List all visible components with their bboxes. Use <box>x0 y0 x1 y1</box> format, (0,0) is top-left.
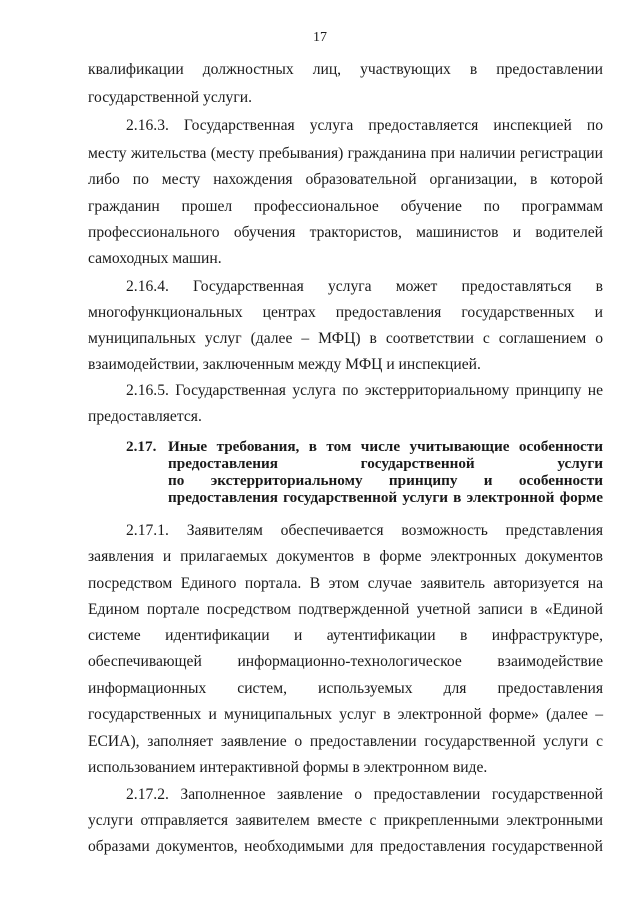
heading-line: предоставления государственной услуги в электронной форме <box>168 489 603 506</box>
text-line: обеспечивающей информационно-технологическое взаимодействие <box>88 653 603 670</box>
heading-line: Иные требования, в том числе учитывающие особенности <box>168 438 603 455</box>
text-line: многофункциональных центрах предоставления государственных и <box>88 304 603 321</box>
text-line: 2.17.2. Заполненное заявление о предоставлении государственной <box>126 786 603 803</box>
page-number: 17 <box>313 30 327 45</box>
text-line: посредством Единого портала. В этом случае заявитель авторизуется на <box>88 575 603 592</box>
text-line: гражданин прошел профессиональное обучение по программам <box>88 198 603 215</box>
text-line: Едином портале посредством подтвержденной учетной записи в «Единой <box>88 601 603 618</box>
text-line: образами документов, необходимыми для предоставления государственной <box>88 838 603 855</box>
heading-number: 2.17. <box>126 438 157 455</box>
text-line: услуги отправляется заявителем вместе с прикрепленными электронными <box>88 812 603 829</box>
text-line: заявления и прилагаемых документов в форме электронных документов <box>88 548 603 565</box>
text-line: использованием интерактивной формы в электронном виде. <box>88 759 488 776</box>
text-line: 2.16.3. Государственная услуга предоставляется инспекцией по <box>126 117 603 134</box>
text-line: предоставляется. <box>88 408 202 425</box>
text-line: ЕСИА), заполняет заявление о предоставлении государственной услуги с <box>88 733 603 750</box>
text-line: информационных систем, используемых для предоставления <box>88 680 603 697</box>
text-line: 2.17.1. Заявителям обеспечивается возможность представления <box>126 522 603 539</box>
text-line: государственной услуги. <box>88 89 252 106</box>
text-line: профессионального обучения трактористов, машинистов и водителей <box>88 224 603 241</box>
text-line: либо по месту нахождения образовательной организации, в которой <box>88 171 603 188</box>
text-line: государственных и муниципальных услуг в электронной форме» (далее – <box>88 706 603 723</box>
text-line: системе идентификации и аутентификации в инфраструктуре, <box>88 627 603 644</box>
text-line: квалификации должностных лиц, участвующих в предоставлении <box>88 61 603 78</box>
text-line: муниципальных услуг (далее – МФЦ) в соответствии с соглашением о <box>88 330 603 347</box>
text-line: 2.16.4. Государственная услуга может предоставляться в <box>126 278 603 295</box>
text-line: месту жительства (месту пребывания) гражданина при наличии регистрации <box>88 145 603 162</box>
text-line: 2.16.5. Государственная услуга по экстерриториальному принципу не <box>126 382 603 399</box>
heading-line: по экстерриториальному принципу и особенности <box>168 472 603 489</box>
text-line: самоходных машин. <box>88 250 222 267</box>
heading-line: предоставления государственной услуги <box>168 455 603 472</box>
text-line: взаимодействии, заключенным между МФЦ и инспекцией. <box>88 356 481 373</box>
